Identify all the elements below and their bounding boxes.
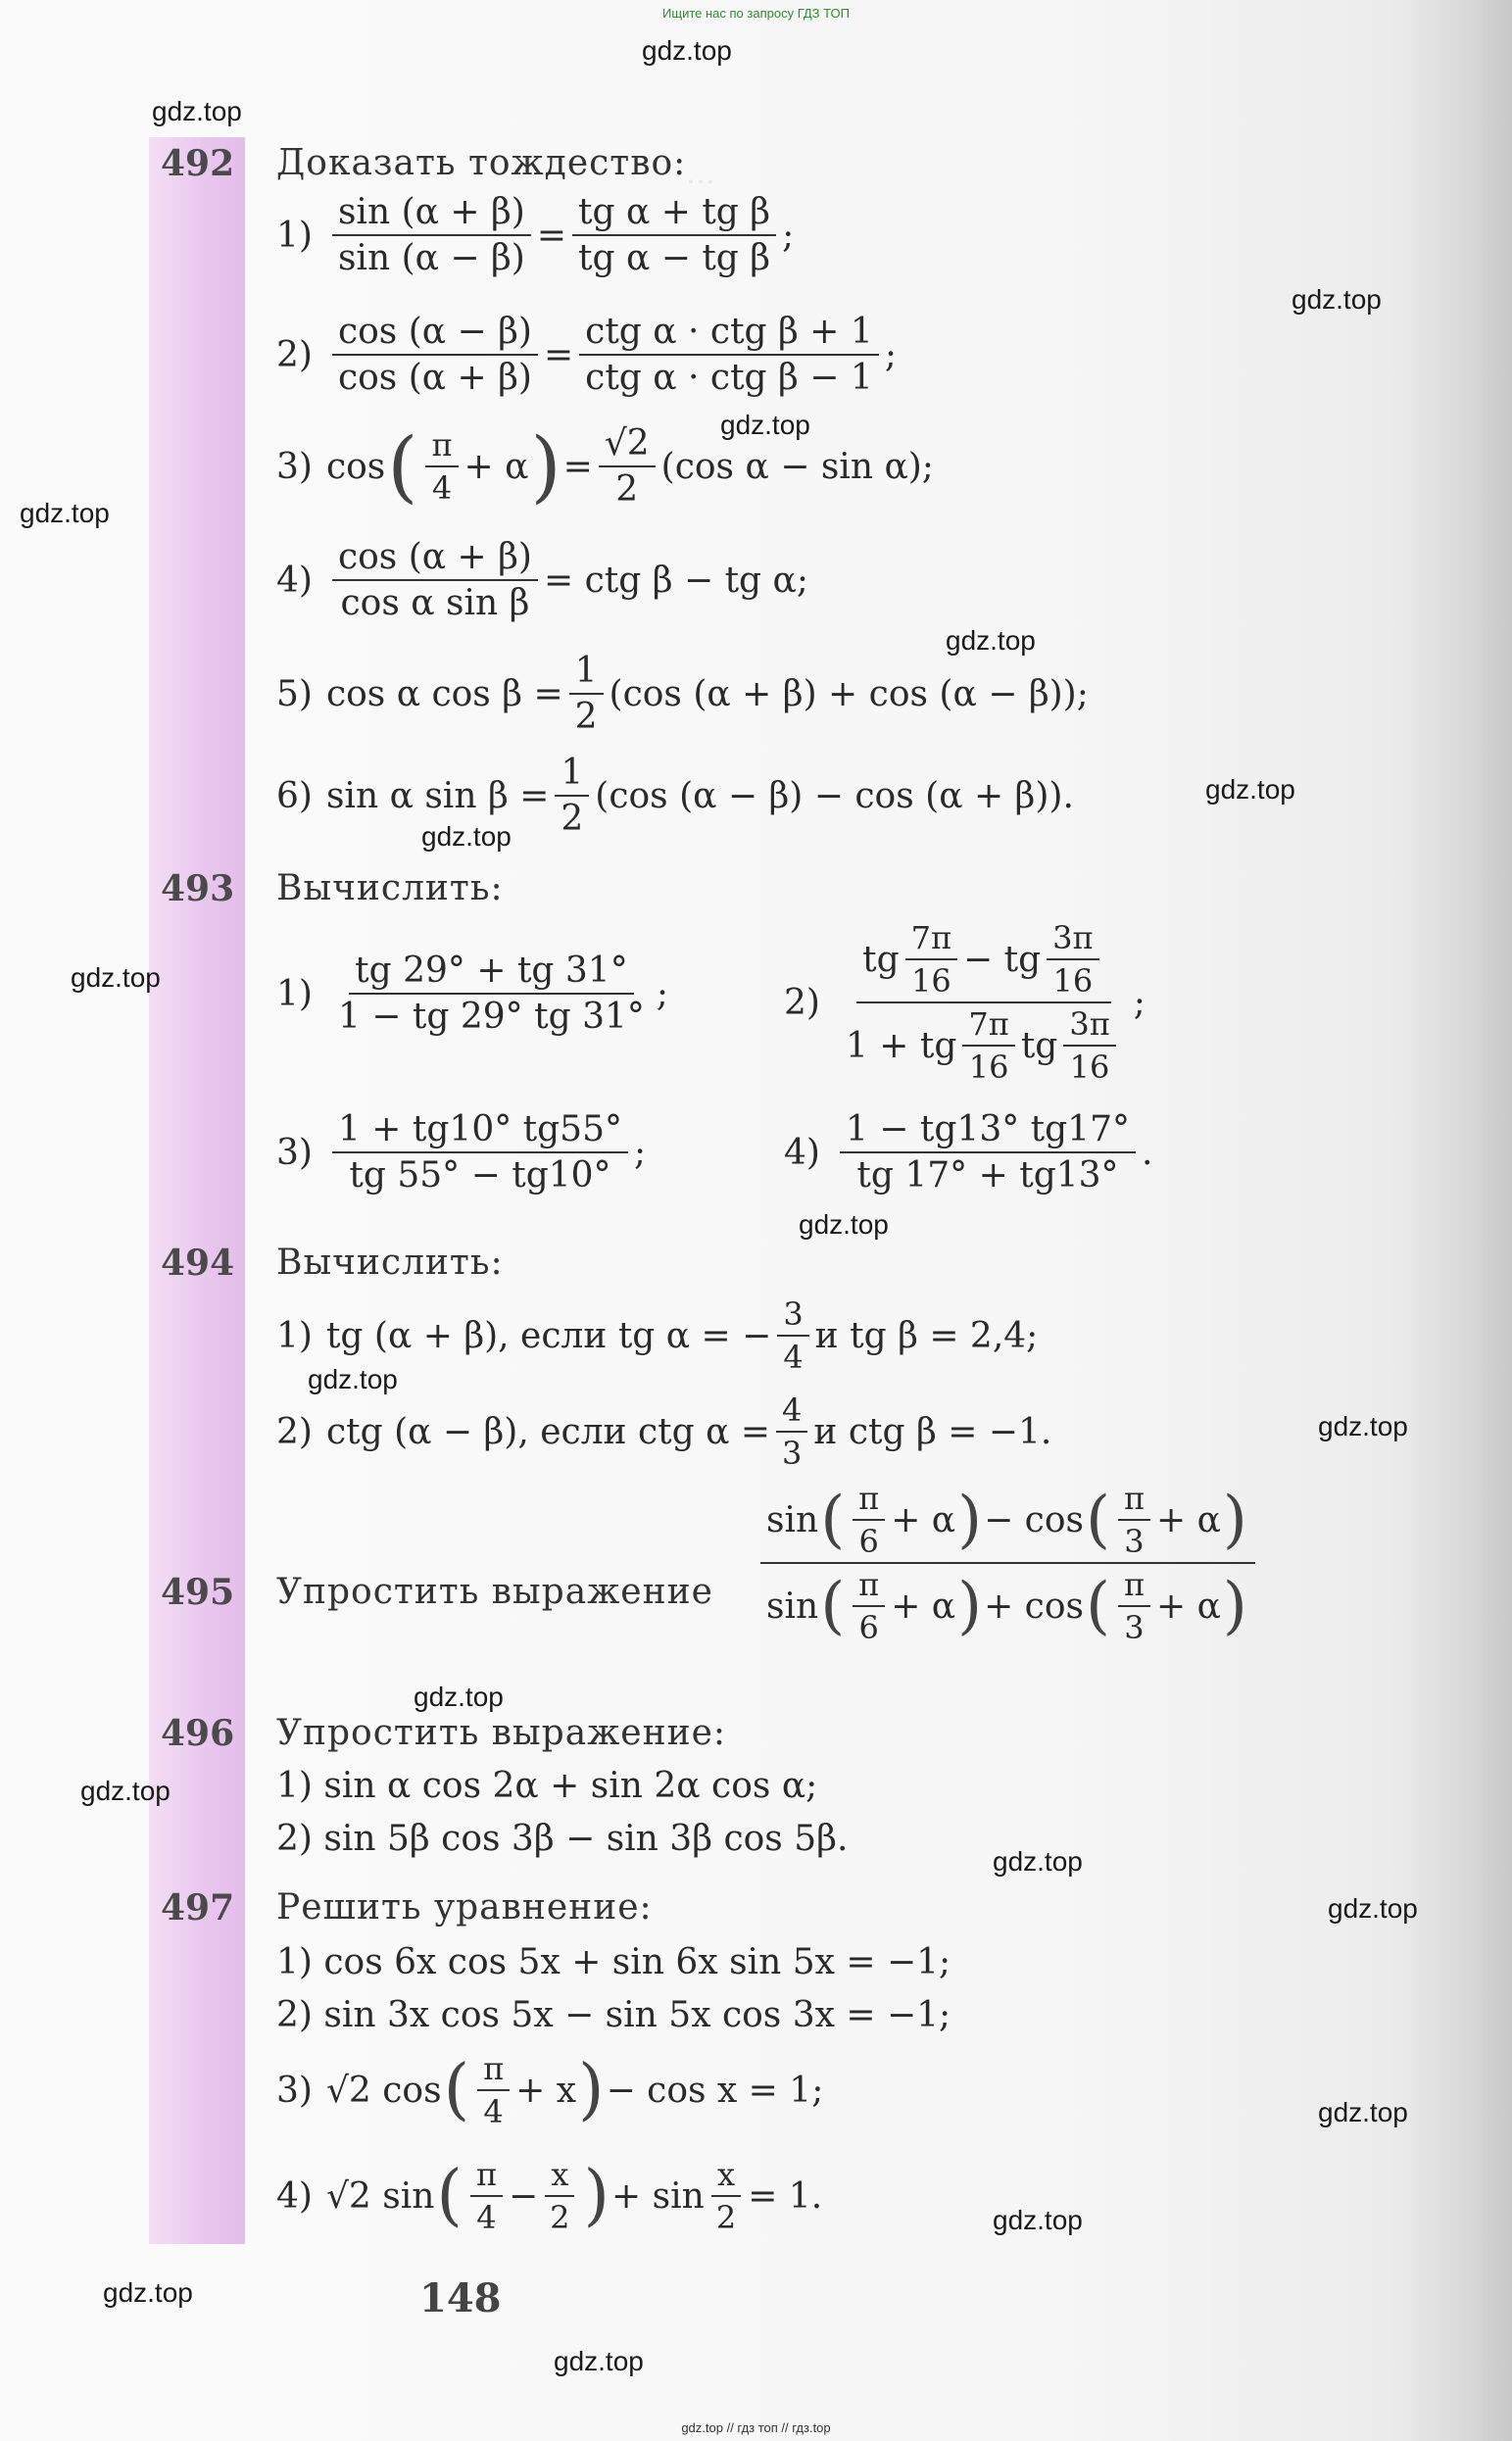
- denominator: ctg α · ctg β − 1: [585, 358, 873, 398]
- problem-title: Решить уравнение:: [276, 1887, 653, 1928]
- bottom-watermark: gdz.top // гдз топ // гдз.top: [681, 2420, 831, 2435]
- paren-left: (: [1086, 1570, 1110, 1642]
- formula-497-3: [276, 2050, 823, 2130]
- item-label: 5): [276, 673, 313, 714]
- text: − cos x = 1;: [606, 2070, 824, 2111]
- numerator: π: [853, 1566, 885, 1607]
- fraction: [905, 919, 957, 1000]
- numerator: 3: [777, 1295, 808, 1337]
- paren-right: ): [957, 1570, 983, 1642]
- denominator: cos (α + β): [337, 358, 532, 398]
- numerator: [760, 1480, 1255, 1564]
- denominator: sin (α − β): [337, 238, 525, 278]
- problem-title: Упростить выражение:: [276, 1713, 727, 1753]
- numerator: 1: [555, 753, 589, 797]
- denominator: 4: [483, 2093, 504, 2130]
- denominator: 1 − tg 29° tg 31°: [337, 997, 645, 1037]
- formula-497-2: 2) sin 3x cos 5x − sin 5x cos 3x = −1;: [276, 1995, 951, 2035]
- numerator: 1 + tg10° tg55°: [332, 1109, 628, 1153]
- text: + α: [1156, 1586, 1221, 1627]
- item-label: 3): [276, 2070, 313, 2111]
- top-watermark: Ищите нас по запросу ГДЗ ТОП: [662, 6, 850, 21]
- item-label: 1): [276, 973, 313, 1014]
- numerator: ctg α · ctg β + 1: [579, 312, 879, 356]
- formula-492-6: [276, 753, 1074, 839]
- paren-left: (: [820, 1570, 846, 1642]
- equals: =: [536, 215, 567, 256]
- punct: ;: [884, 334, 897, 375]
- fraction: [332, 312, 538, 398]
- numerator: π: [470, 2156, 503, 2197]
- fraction: [840, 1109, 1136, 1196]
- numerator: 3π: [1047, 919, 1098, 960]
- equals: =: [543, 334, 574, 375]
- fraction: [544, 2156, 575, 2236]
- formula-493-3: [276, 1109, 646, 1196]
- watermark: gdz.top: [993, 1846, 1083, 1877]
- fraction: [579, 312, 879, 398]
- formula-492-5: [276, 651, 1089, 737]
- denominator: 3: [1124, 1609, 1145, 1646]
- text: 1 + tg: [845, 1025, 957, 1066]
- text: = 1.: [748, 2175, 823, 2217]
- fraction: [853, 1566, 885, 1646]
- problem-number: 496: [161, 1713, 235, 1754]
- fraction: [569, 651, 604, 737]
- numerator: x: [711, 2156, 741, 2197]
- numerator: 1 − tg13° tg17°: [840, 1109, 1136, 1153]
- problem-title: Вычислить:: [276, 868, 504, 908]
- punct: ;: [634, 1132, 647, 1173]
- fraction: [1047, 919, 1098, 1000]
- formula-493-4: [784, 1109, 1152, 1196]
- watermark: gdz.top: [414, 1682, 504, 1712]
- denominator: 2: [574, 697, 598, 737]
- fraction: [332, 951, 651, 1037]
- text: + cos: [984, 1586, 1084, 1627]
- text: sin: [766, 1586, 819, 1627]
- numerator: tg 29° + tg 31°: [349, 951, 634, 995]
- fraction: [776, 1391, 807, 1472]
- numerator: 1: [569, 651, 604, 695]
- item-label: 2): [784, 982, 820, 1023]
- text: (cos α − sin α);: [660, 446, 934, 487]
- formula-492-2: [276, 312, 897, 398]
- text: tg: [862, 939, 900, 980]
- formula-494-2: [276, 1391, 1051, 1472]
- numerator: √2: [599, 423, 656, 467]
- denominator: 2: [561, 799, 584, 839]
- item-label: 4): [784, 1132, 820, 1173]
- problem-number: 497: [161, 1887, 235, 1928]
- fraction: [599, 423, 656, 510]
- text: + α: [463, 446, 529, 487]
- fraction: [962, 1005, 1014, 1086]
- paren-left: (: [436, 2157, 463, 2234]
- watermark: gdz.top: [946, 625, 1036, 656]
- text: (cos (α + β) + cos (α − β));: [609, 673, 1089, 714]
- item-label: 2): [276, 334, 313, 375]
- denominator: tg 55° − tg10°: [349, 1155, 611, 1196]
- denominator: 4: [783, 1339, 804, 1376]
- text: √2 sin: [325, 2175, 435, 2217]
- numerator: π: [853, 1480, 885, 1521]
- paren-left: (: [443, 2051, 470, 2128]
- denominator: [760, 1564, 1255, 1646]
- problem-number: 494: [161, 1243, 235, 1284]
- formula-492-4: [276, 537, 808, 623]
- formula-497-1: 1) cos 6x cos 5x + sin 6x sin 5x = −1;: [276, 1942, 951, 1982]
- watermark: gdz.top: [1292, 284, 1382, 315]
- paren-right: ): [1222, 1570, 1247, 1642]
- watermark: gdz.top: [308, 1364, 398, 1394]
- problem-title: Вычислить:: [276, 1243, 504, 1283]
- text: −: [508, 2175, 539, 2217]
- text: sin α sin β =: [325, 775, 550, 816]
- fraction: [555, 753, 589, 839]
- text: и ctg β = −1.: [813, 1411, 1052, 1452]
- item-label: 6): [276, 775, 313, 816]
- fraction: [470, 2156, 503, 2236]
- paren-right: ): [578, 2051, 605, 2128]
- denominator: tg α − tg β: [578, 238, 771, 278]
- denominator: 16: [1052, 962, 1094, 1000]
- numerator: π: [1118, 1480, 1150, 1521]
- formula-493-2: [784, 919, 1146, 1086]
- watermark: gdz.top: [20, 498, 110, 528]
- paren-right: ): [957, 1484, 983, 1556]
- fraction: [1063, 1005, 1115, 1086]
- fraction: [710, 2156, 742, 2236]
- numerator: cos (α + β): [332, 537, 538, 581]
- watermark: gdz.top: [80, 1776, 171, 1806]
- problem-title: Упростить выражение: [276, 1572, 713, 1612]
- paren-left: (: [820, 1484, 846, 1556]
- denominator: 16: [968, 1049, 1009, 1086]
- text: + sin: [611, 2175, 705, 2217]
- text: ctg (α − β), если ctg α =: [325, 1411, 771, 1452]
- fraction: [777, 1295, 808, 1376]
- punct: ;: [1133, 982, 1146, 1023]
- denominator: 4: [431, 469, 453, 507]
- problem-number: 495: [161, 1572, 235, 1613]
- text: (cos (α − β) − cos (α + β)).: [595, 775, 1074, 816]
- numerator: cos (α − β): [332, 312, 538, 356]
- denominator: 2: [615, 469, 639, 510]
- denominator: 2: [715, 2199, 737, 2236]
- watermark: gdz.top: [720, 410, 810, 440]
- numerator: 7π: [962, 1005, 1014, 1047]
- formula-496-1: 1) sin α cos 2α + sin 2α cos α;: [276, 1766, 818, 1806]
- text: = ctg β − tg α;: [543, 560, 808, 601]
- formula-495: [755, 1480, 1261, 1646]
- text: tg (α + β), если tg α = −: [325, 1315, 772, 1356]
- text: + α: [891, 1586, 956, 1627]
- text: √2 cos: [325, 2070, 442, 2111]
- equals: =: [562, 446, 593, 487]
- paren-right: ): [1222, 1484, 1247, 1556]
- paren-left: (: [1086, 1484, 1110, 1556]
- formula-492-3: [276, 420, 934, 512]
- problem-number: 493: [161, 868, 235, 909]
- numerator: x: [545, 2156, 574, 2197]
- watermark: gdz.top: [642, 35, 732, 66]
- text: − cos: [984, 1499, 1084, 1540]
- watermark: gdz.top: [1318, 1411, 1408, 1441]
- watermark: gdz.top: [993, 2205, 1083, 2235]
- text: + α: [1156, 1499, 1221, 1540]
- formula-493-1: [276, 951, 668, 1037]
- item-label: 1): [276, 1315, 313, 1356]
- fraction: [425, 426, 458, 507]
- denominator: cos α sin β: [340, 583, 530, 623]
- text: + x: [515, 2070, 577, 2111]
- watermark: gdz.top: [71, 962, 161, 993]
- denominator: tg 17° + tg13°: [856, 1155, 1119, 1196]
- denominator: 3: [1124, 1523, 1145, 1560]
- denominator: 2: [550, 2199, 570, 2236]
- item-label: 4): [276, 560, 313, 601]
- numerator: sin (α + β): [332, 192, 531, 236]
- watermark: gdz.top: [554, 2346, 644, 2376]
- denominator: 16: [1069, 1049, 1110, 1086]
- denominator: 16: [910, 962, 951, 1000]
- text: tg: [1020, 1025, 1058, 1066]
- page-number: 148: [419, 2275, 502, 2321]
- formula-492-1: [276, 192, 794, 278]
- punct: .: [1142, 1132, 1153, 1173]
- problem-title: Доказать тождество:: [276, 143, 687, 183]
- numerator: [856, 919, 1110, 1003]
- numerator: 3π: [1063, 1005, 1115, 1047]
- paren-right: ): [530, 420, 561, 512]
- punct: ;: [656, 973, 669, 1014]
- paren-left: (: [387, 420, 418, 512]
- denominator: 4: [476, 2199, 497, 2236]
- item-label: 2): [276, 1411, 313, 1452]
- denominator: 6: [858, 1523, 879, 1560]
- watermark: gdz.top: [152, 96, 242, 126]
- watermark: gdz.top: [1318, 2097, 1408, 2127]
- watermark: gdz.top: [799, 1209, 889, 1240]
- numerator: π: [425, 426, 458, 467]
- punct: ;: [782, 215, 795, 256]
- paren-right: ): [583, 2157, 610, 2234]
- fraction: [840, 919, 1128, 1086]
- fraction: [1118, 1480, 1150, 1560]
- denominator: 3: [782, 1435, 803, 1472]
- item-label: 1): [276, 215, 313, 256]
- fraction: [572, 192, 776, 278]
- item-label: 3): [276, 446, 313, 487]
- fraction: [332, 537, 538, 623]
- watermark: gdz.top: [1328, 1893, 1418, 1924]
- formula-496-2: 2) sin 5β cos 3β − sin 3β cos 5β.: [276, 1819, 849, 1859]
- fraction: [1118, 1566, 1150, 1646]
- numerator: tg α + tg β: [572, 192, 776, 236]
- text: + α: [891, 1499, 956, 1540]
- fraction: [332, 1109, 628, 1196]
- formula-494-1: [276, 1295, 1038, 1376]
- showthrough: …: [686, 157, 715, 191]
- numerator: π: [1118, 1566, 1150, 1607]
- numerator: 4: [776, 1391, 807, 1433]
- denominator: 6: [858, 1609, 879, 1646]
- denominator: [840, 1003, 1128, 1086]
- watermark: gdz.top: [103, 2277, 193, 2308]
- fraction: [477, 2050, 510, 2130]
- text: sin: [766, 1499, 819, 1540]
- item-label: 3): [276, 1132, 313, 1173]
- watermark: gdz.top: [1205, 774, 1295, 805]
- numerator: 7π: [905, 919, 957, 960]
- numerator: π: [477, 2050, 510, 2091]
- fraction: [760, 1480, 1255, 1646]
- formula-497-4: [276, 2156, 822, 2236]
- watermark: gdz.top: [421, 821, 512, 852]
- problem-number: 492: [161, 143, 235, 184]
- item-label: 4): [276, 2175, 313, 2217]
- text: cos: [325, 446, 386, 487]
- text: − tg: [963, 939, 1042, 980]
- text: и tg β = 2,4;: [814, 1315, 1039, 1356]
- fraction: [853, 1480, 885, 1560]
- text: cos α cos β =: [325, 673, 563, 714]
- fraction: [332, 192, 531, 278]
